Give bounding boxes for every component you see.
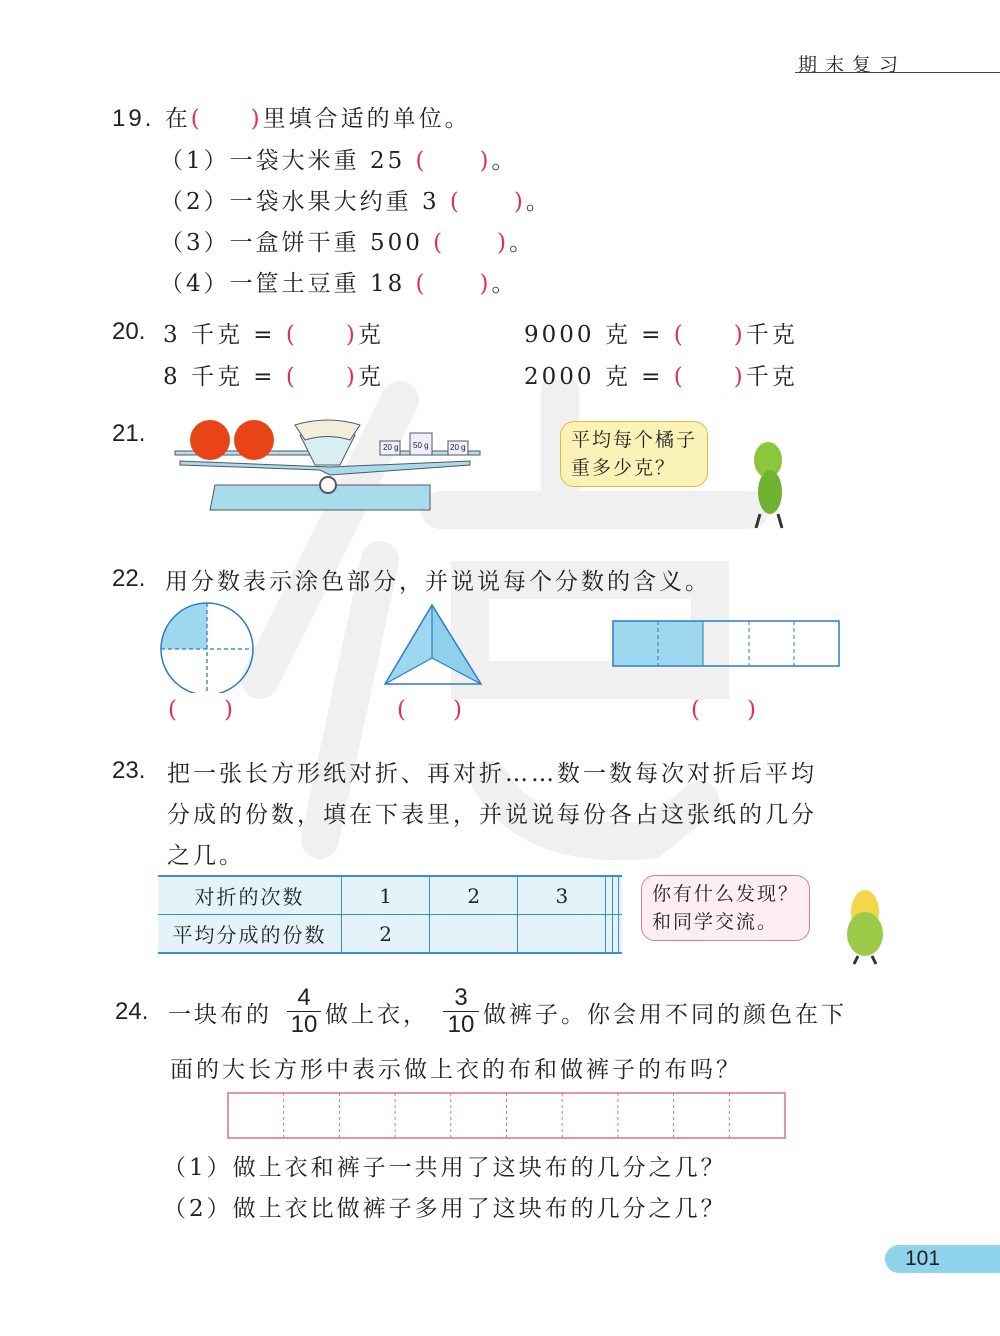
folding-table xyxy=(158,875,622,954)
table-cell[interactable] xyxy=(619,915,622,954)
q19-stem: 在 xyxy=(164,106,191,132)
cartoon-character xyxy=(738,430,803,535)
item-tail: 。 xyxy=(525,189,552,215)
paren: ) xyxy=(479,271,492,297)
answer-blank-rectangle[interactable] xyxy=(691,697,759,723)
numerator: 4 xyxy=(297,984,311,1011)
corn-character xyxy=(830,882,900,967)
numerator: 3 xyxy=(454,984,468,1011)
row-header: 对折的次数 xyxy=(158,876,342,915)
bubble-text: 重多少克？ xyxy=(571,457,677,479)
paren: ( xyxy=(168,697,180,723)
paren: ) xyxy=(513,189,526,215)
item-text: （3）一盒饼干重 500 xyxy=(160,230,423,256)
unit: 克 xyxy=(357,364,384,390)
q19-item xyxy=(160,183,552,216)
header-rule xyxy=(795,72,1000,73)
q19-item xyxy=(160,265,518,298)
paren: ) xyxy=(479,148,492,174)
table-cell[interactable] xyxy=(619,876,622,915)
section-header: 期末复习 xyxy=(798,54,907,76)
speech-bubble xyxy=(641,875,810,941)
question-number: 24. xyxy=(115,998,149,1025)
paren: ) xyxy=(345,364,358,390)
weight-label: 20 g xyxy=(383,443,399,452)
sub-question: （1）做上衣和裤子一共用了这块布的几分之几？ xyxy=(163,1155,727,1181)
answer-blank-triangle[interactable] xyxy=(397,697,465,723)
fraction-4-10 xyxy=(287,985,321,1038)
item-tail: 。 xyxy=(491,271,518,297)
question-number: 23. xyxy=(112,757,146,784)
answer-blank[interactable]: ( xyxy=(673,322,686,348)
answer-blank[interactable]: ( xyxy=(285,322,298,348)
bubble-text: 和同学交流。 xyxy=(652,911,779,933)
item-text: （4）一筐土豆重 18 xyxy=(160,271,406,297)
item-text: 9000 克 = xyxy=(524,322,664,348)
question-text: 之几。 xyxy=(167,843,245,869)
paren: ( xyxy=(190,106,203,132)
cloth-rectangle[interactable] xyxy=(227,1092,787,1140)
answer-blank[interactable]: ( xyxy=(449,189,462,215)
unit: 千克 xyxy=(745,364,798,390)
q20-item xyxy=(163,358,384,391)
answer-blank[interactable]: ( xyxy=(285,364,298,390)
weight-label: 20 g xyxy=(450,443,466,452)
paren: ( xyxy=(397,697,409,723)
question-text: 分成的份数，填在下表里，并说说每份各占这张纸的几分 xyxy=(167,802,817,828)
paren: ) xyxy=(746,697,759,723)
q20-item xyxy=(524,358,798,391)
paren: ( xyxy=(691,697,703,723)
fraction-3-10 xyxy=(443,985,479,1038)
item-tail: 。 xyxy=(509,230,536,256)
row-header: 平均分成的份数 xyxy=(158,915,342,954)
q19-item xyxy=(160,224,535,257)
page-number: 101 xyxy=(885,1245,1000,1273)
table-cell[interactable]: 2 xyxy=(430,876,518,915)
answer-blank[interactable]: ( xyxy=(415,148,428,174)
rectangle-shape xyxy=(612,620,842,668)
table-cell[interactable] xyxy=(430,915,518,954)
balance-scale-illustration xyxy=(170,415,490,525)
bubble-text: 你有什么发现？ xyxy=(652,883,800,905)
question-text: 面的大长方形中表示做上衣的布和做裤子的布吗？ xyxy=(170,1057,742,1083)
table-cell[interactable] xyxy=(518,915,606,954)
unit: 克 xyxy=(357,322,384,348)
paren: ) xyxy=(250,106,263,132)
table-row xyxy=(158,876,622,915)
answer-blank[interactable]: ( xyxy=(415,271,428,297)
q19 xyxy=(112,100,471,133)
table-row xyxy=(158,915,622,954)
item-text: 8 千克 = xyxy=(163,364,276,390)
bubble-text: 平均每个橘子 xyxy=(571,429,698,451)
q20-item xyxy=(163,316,384,349)
q19-stem: 里填合适的单位。 xyxy=(262,106,471,132)
question-text: 把一张长方形纸对折、再对折……数一数每次对折后平均 xyxy=(167,761,817,787)
paren: ) xyxy=(497,230,510,256)
item-text: （2）一袋水果大约重 3 xyxy=(160,189,440,215)
paren: ) xyxy=(733,364,746,390)
paren: ) xyxy=(345,322,358,348)
question-text: 一块布的 xyxy=(168,1002,272,1028)
question-number: 19. xyxy=(112,105,155,132)
question-number: 21. xyxy=(112,420,146,447)
paren: ) xyxy=(733,322,746,348)
question-text: 做上衣， xyxy=(325,1002,429,1028)
item-tail: 。 xyxy=(491,148,518,174)
fraction-shapes xyxy=(155,598,495,693)
paren: ) xyxy=(223,697,236,723)
q20-item xyxy=(524,316,798,349)
speech-bubble xyxy=(560,421,708,487)
sub-question: （2）做上衣比做裤子多用了这块布的几分之几？ xyxy=(163,1196,727,1222)
question-text: 用分数表示涂色部分，并说说每个分数的含义。 xyxy=(165,569,711,595)
answer-blank[interactable]: ( xyxy=(433,230,446,256)
denominator: 10 xyxy=(287,1011,321,1038)
table-cell[interactable]: 3 xyxy=(518,876,606,915)
item-text: （1）一袋大米重 25 xyxy=(160,148,406,174)
question-number: 22. xyxy=(112,565,146,592)
weight-label: 50 g xyxy=(413,441,429,450)
unit: 千克 xyxy=(745,322,798,348)
answer-blank-circle[interactable] xyxy=(168,697,236,723)
q19-item xyxy=(160,142,518,175)
paren: ) xyxy=(452,697,465,723)
item-text: 3 千克 = xyxy=(163,322,276,348)
answer-blank[interactable]: ( xyxy=(673,364,686,390)
table-cell[interactable]: 2 xyxy=(342,915,430,954)
question-text: 做裤子。你会用不同的颜色在下 xyxy=(483,1002,847,1028)
question-number: 20. xyxy=(112,318,146,345)
item-text: 2000 克 = xyxy=(524,364,664,390)
table-cell[interactable]: 1 xyxy=(342,876,430,915)
denominator: 10 xyxy=(443,1011,479,1038)
